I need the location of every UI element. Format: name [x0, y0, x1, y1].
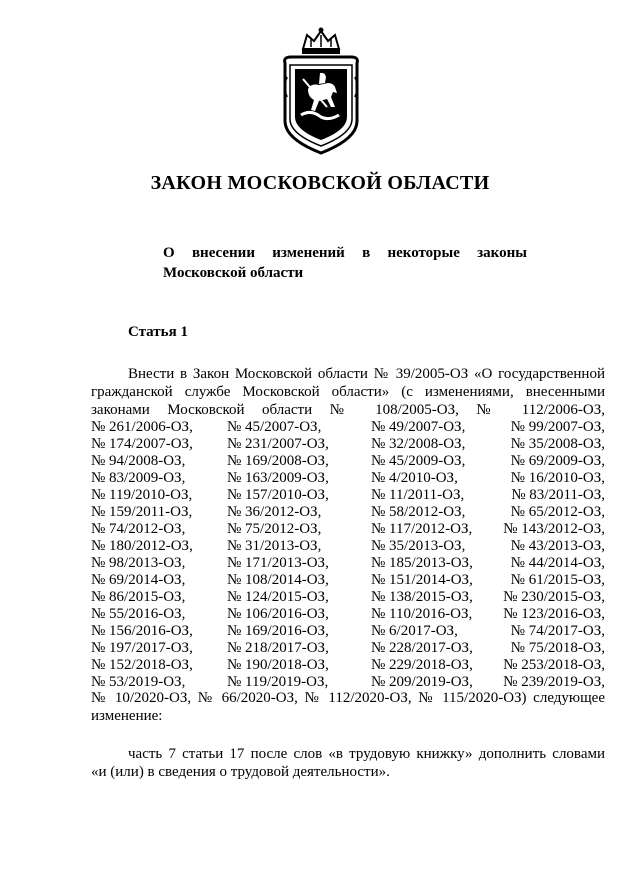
- law-list-row: [91, 555, 605, 573]
- law-list-row: [91, 589, 605, 607]
- law-number: № 239/2019-ОЗ,: [503, 674, 605, 690]
- law-number: № 98/2013-ОЗ,: [91, 555, 186, 571]
- law-number: № 6/2017-ОЗ,: [371, 623, 458, 639]
- law-number: № 218/2017-ОЗ,: [227, 640, 329, 656]
- law-number: № 169/2008-ОЗ,: [227, 453, 329, 469]
- law-list-row: [91, 504, 605, 522]
- law-number: № 83/2011-ОЗ,: [511, 487, 605, 503]
- law-number: № 228/2017-ОЗ,: [371, 640, 473, 656]
- law-number: № 143/2012-ОЗ,: [503, 521, 605, 537]
- law-number: № 75/2018-ОЗ,: [510, 640, 605, 656]
- law-number: № 69/2014-ОЗ,: [91, 572, 186, 588]
- law-subject-line-2: Московской области: [163, 265, 304, 281]
- law-number: № 159/2011-ОЗ,: [91, 504, 193, 520]
- law-list-row: [91, 623, 605, 641]
- article-heading: Статья 1: [128, 324, 188, 340]
- law-number: № 35/2013-ОЗ,: [371, 538, 466, 554]
- law-list-row: [91, 572, 605, 590]
- law-number: № 45/2009-ОЗ,: [371, 453, 466, 469]
- law-number: № 35/2008-ОЗ,: [510, 436, 605, 452]
- law-number: № 86/2015-ОЗ,: [91, 589, 186, 605]
- amendment-line: часть 7 статьи 17 после слов «в трудовую книжку» дополнить словами: [128, 746, 605, 762]
- law-number: № 65/2012-ОЗ,: [510, 504, 605, 520]
- law-list-row: [91, 436, 605, 454]
- law-number: № 61/2015-ОЗ,: [510, 572, 605, 588]
- law-number: № 119/2019-ОЗ,: [227, 674, 329, 690]
- law-number: № 229/2018-ОЗ,: [371, 657, 473, 673]
- law-number: № 185/2013-ОЗ,: [371, 555, 473, 571]
- law-number: № 231/2007-ОЗ,: [227, 436, 329, 452]
- law-number: № 45/2007-ОЗ,: [227, 419, 322, 435]
- moscow-oblast-coat-of-arms-icon: [281, 27, 361, 155]
- law-number: № 75/2012-ОЗ,: [227, 521, 322, 537]
- law-number: № 106/2016-ОЗ,: [227, 606, 329, 622]
- law-number: № 83/2009-ОЗ,: [91, 470, 186, 486]
- law-number: № 253/2018-ОЗ,: [503, 657, 605, 673]
- law-number: № 36/2012-ОЗ,: [227, 504, 322, 520]
- law-number: № 197/2017-ОЗ,: [91, 640, 193, 656]
- law-number: № 53/2019-ОЗ,: [91, 674, 186, 690]
- law-number: № 16/2010-ОЗ,: [510, 470, 605, 486]
- amendment-line: «и (или) в сведения о трудовой деятельности».: [91, 764, 390, 780]
- law-number: № 163/2009-ОЗ,: [227, 470, 329, 486]
- law-number: № 43/2013-ОЗ,: [510, 538, 605, 554]
- law-number: № 156/2016-ОЗ,: [91, 623, 193, 639]
- law-number: № 44/2014-ОЗ,: [510, 555, 605, 571]
- body-line: изменение:: [91, 708, 163, 724]
- law-list-row: [91, 487, 605, 505]
- law-list-row: [91, 640, 605, 658]
- law-number: № 124/2015-ОЗ,: [227, 589, 329, 605]
- law-list-row: [91, 657, 605, 675]
- law-number: № 123/2016-ОЗ,: [503, 606, 605, 622]
- law-number: № 49/2007-ОЗ,: [371, 419, 466, 435]
- law-number: № 169/2016-ОЗ,: [227, 623, 329, 639]
- law-list-row: [91, 453, 605, 471]
- law-number: № 209/2019-ОЗ,: [371, 674, 473, 690]
- law-number: № 110/2016-ОЗ,: [371, 606, 473, 622]
- law-number: № 94/2008-ОЗ,: [91, 453, 186, 469]
- body-line: гражданской службе Московской области» (с изменениями, внесенными: [91, 384, 605, 400]
- body-line: № 10/2020-ОЗ, № 66/2020-ОЗ, № 112/2020-ОЗ, № 115/2020-ОЗ) следующее: [91, 690, 605, 706]
- law-number: № 74/2012-ОЗ,: [91, 521, 186, 537]
- law-number: № 11/2011-ОЗ,: [371, 487, 465, 503]
- law-number: № 55/2016-ОЗ,: [91, 606, 186, 622]
- body-line: законами Московской области № 108/2005-ОЗ, № 112/2006-ОЗ,: [91, 402, 605, 418]
- law-number: № 117/2012-ОЗ,: [371, 521, 473, 537]
- law-subject-line-1: О внесении изменений в некоторые законы: [163, 245, 527, 261]
- law-number: № 31/2013-ОЗ,: [227, 538, 322, 554]
- law-list-row: [91, 419, 605, 437]
- body-line: Внести в Закон Московской области № 39/2005-ОЗ «О государственной: [128, 366, 605, 382]
- law-list-row: [91, 470, 605, 488]
- law-number: № 152/2018-ОЗ,: [91, 657, 193, 673]
- law-number: № 99/2007-ОЗ,: [510, 419, 605, 435]
- law-number: № 74/2017-ОЗ,: [510, 623, 605, 639]
- law-number: № 151/2014-ОЗ,: [371, 572, 473, 588]
- law-number: № 261/2006-ОЗ,: [91, 419, 193, 435]
- law-number: № 190/2018-ОЗ,: [227, 657, 329, 673]
- law-list-row: [91, 521, 605, 539]
- law-number: № 180/2012-ОЗ,: [91, 538, 193, 554]
- law-number: № 157/2010-ОЗ,: [227, 487, 329, 503]
- law-list-row: [91, 538, 605, 556]
- law-number: № 230/2015-ОЗ,: [503, 589, 605, 605]
- law-number: № 69/2009-ОЗ,: [510, 453, 605, 469]
- law-number: № 119/2010-ОЗ,: [91, 487, 193, 503]
- law-number: № 138/2015-ОЗ,: [371, 589, 473, 605]
- law-number: № 32/2008-ОЗ,: [371, 436, 466, 452]
- document-title: ЗАКОН МОСКОВСКОЙ ОБЛАСТИ: [150, 172, 490, 194]
- law-list-row: [91, 606, 605, 624]
- law-number: № 171/2013-ОЗ,: [227, 555, 329, 571]
- law-number: № 174/2007-ОЗ,: [91, 436, 193, 452]
- law-number: № 108/2014-ОЗ,: [227, 572, 329, 588]
- law-number: № 58/2012-ОЗ,: [371, 504, 466, 520]
- law-number: № 4/2010-ОЗ,: [371, 470, 458, 486]
